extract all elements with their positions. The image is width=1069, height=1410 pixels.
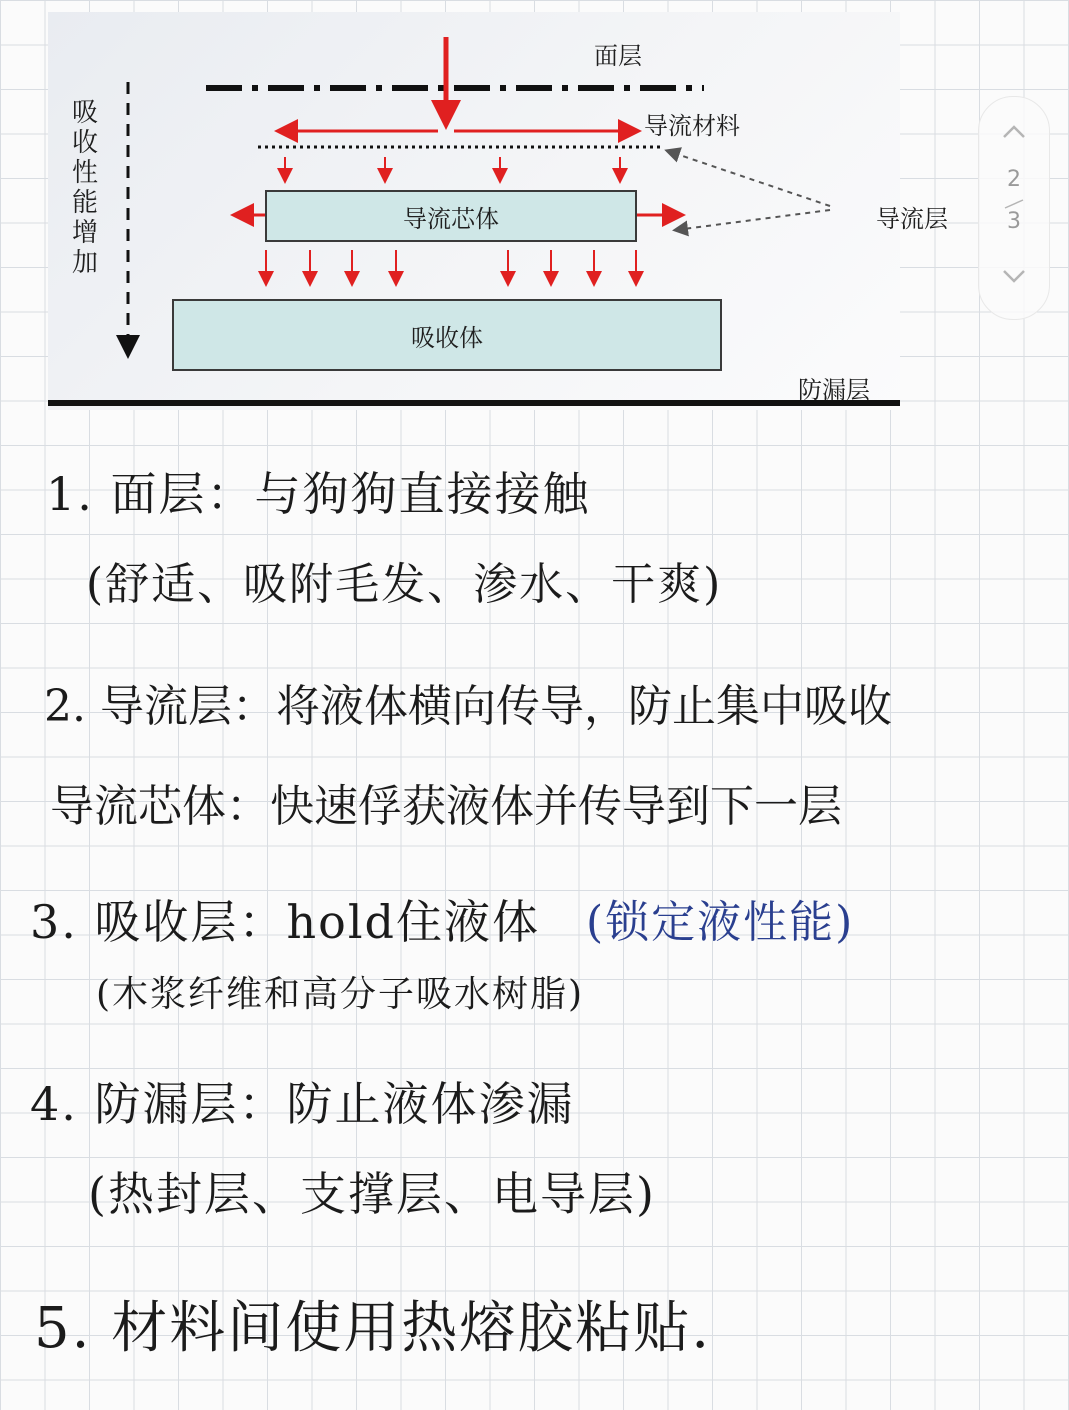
total-pages: 3 — [1007, 209, 1021, 234]
note-line-3: 2. 导流层：将液体横向传导，防止集中吸收 — [44, 681, 892, 732]
note-line-8: (热封层、支撑层、电导层) — [88, 1167, 656, 1221]
absorber-box: 吸收体 — [172, 299, 722, 371]
layer-diagram — [48, 12, 948, 410]
note-line-9: 5. 材料间使用热熔胶粘贴. — [34, 1296, 712, 1361]
chevron-up-icon[interactable] — [1001, 119, 1027, 145]
note-line-6: (木浆纤维和高分子吸水树脂) — [96, 974, 585, 1015]
flow-layer-pointer-upper — [668, 151, 830, 206]
page-divider — [1001, 199, 1027, 209]
flow-layer-label: 导流层 — [876, 205, 948, 233]
note-line-2: (舒适、吸附毛发、渗水、干爽) — [86, 559, 723, 610]
note-line-4: 导流芯体：快速俘获液体并传导到下一层 — [50, 781, 842, 832]
down-arrows-lower — [266, 250, 636, 283]
down-arrows-upper — [285, 157, 620, 180]
flow-layer-pointer-lower — [676, 210, 830, 230]
note-line-1: 1. 面层：与狗狗直接接触 — [46, 467, 591, 521]
note-line-5-annotation: (锁定液性能) — [586, 897, 855, 948]
note-line-5: 3. 吸收层：hold住液体 — [30, 895, 540, 949]
current-page: 2 — [1007, 167, 1021, 192]
page-indicator — [978, 96, 1050, 320]
flow-core-box: 导流芯体 — [265, 190, 637, 242]
chevron-down-icon[interactable] — [1001, 263, 1027, 289]
flow-material-label: 导流材料 — [644, 112, 740, 140]
note-line-7: 4. 防漏层：防止液体渗漏 — [30, 1077, 575, 1131]
leak-layer-label: 防漏层 — [798, 376, 870, 404]
absorb-increase-label: 吸 收 性 能 增 加 — [71, 98, 98, 278]
top-layer-label: 面层 — [594, 42, 642, 70]
